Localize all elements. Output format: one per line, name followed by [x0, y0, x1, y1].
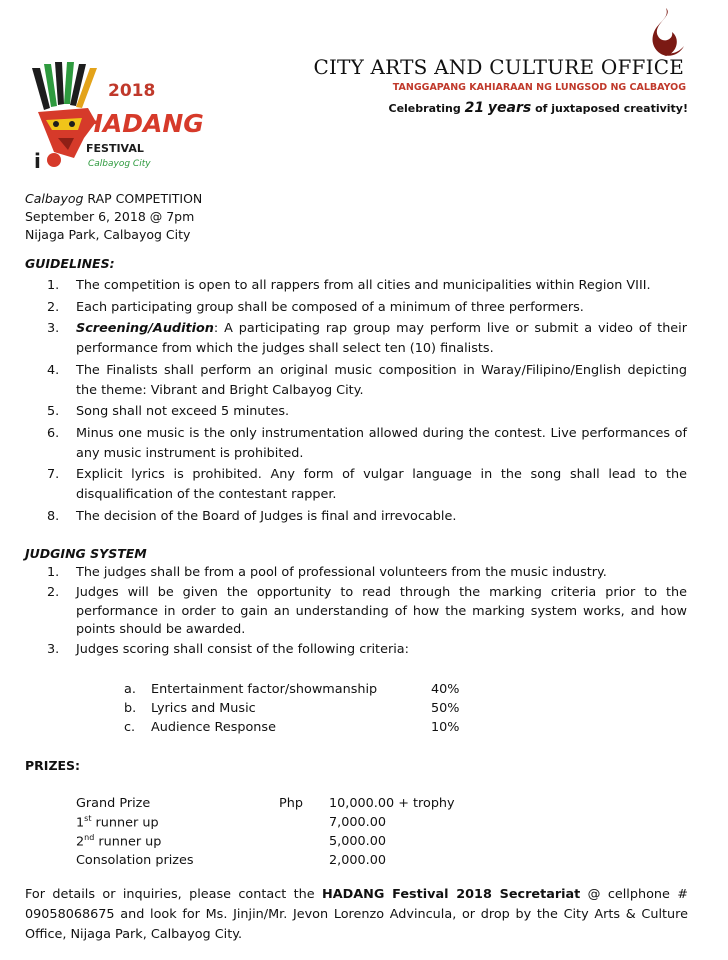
item-text: The competition is open to all rappers from all cities and municipalities within Region VIII. — [76, 278, 651, 293]
item-number: 4. — [47, 362, 60, 378]
guideline-item — [25, 402, 687, 422]
judging-list — [25, 564, 687, 661]
prize-name — [76, 832, 279, 851]
item-number: 3. — [47, 642, 60, 657]
event-title-name: RAP COMPETITION — [87, 191, 203, 206]
tagline-years: years — [487, 100, 532, 116]
prize-amount: 7,000.00 — [329, 815, 386, 830]
prize-name: Grand Prize — [76, 796, 151, 811]
item-number: 8. — [47, 508, 60, 524]
item-number: 2. — [47, 585, 60, 600]
criteria-letter: b. — [124, 701, 137, 716]
item-text: Judges scoring shall consist of the following criteria: — [76, 642, 409, 657]
criteria-name: Lyrics and Music — [151, 701, 256, 716]
prize-ordinal: 2 — [76, 834, 85, 850]
prize-ordinal-suffix: st — [84, 814, 92, 824]
guidelines-heading: GUIDELINES: — [25, 256, 115, 271]
criteria-name: Entertainment factor/showmanship — [151, 682, 378, 697]
prize-row — [76, 794, 455, 813]
item-text: Explicit lyrics is prohibited. Any form of vulgar language in the song shall lead to the disqualification of the contestant rapper. — [76, 467, 687, 502]
event-info — [25, 190, 202, 244]
judging-item — [25, 564, 687, 583]
prize-name: Consolation prizes — [76, 853, 194, 868]
item-text: Song shall not exceed 5 minutes. — [76, 404, 290, 419]
logo-year: 2018 — [108, 81, 156, 101]
prize-amount: 5,000.00 — [329, 834, 386, 849]
criteria-row — [124, 680, 471, 699]
criteria-letter: a. — [124, 682, 136, 697]
item-number: 2. — [47, 299, 60, 315]
event-venue: Nijaga Park, Calbayog City — [25, 227, 191, 242]
arts-office-flame-logo — [644, 6, 688, 60]
guideline-item — [25, 361, 687, 401]
logo-festival: FESTIVAL — [86, 142, 144, 155]
logo-mark: i — [34, 149, 41, 173]
criteria-letter: c. — [124, 720, 136, 735]
guidelines-list — [25, 276, 687, 528]
guideline-item — [25, 276, 687, 296]
item-number: 3. — [47, 321, 60, 336]
item-text: Judges will be given the opportunity to read through the marking criteria prior to the performance in order to gain an understanding of how the marking system works, and how points should be awarded. — [76, 585, 687, 637]
judging-item — [25, 641, 687, 660]
criteria-percent: 50% — [431, 701, 460, 716]
item-number: 1. — [47, 565, 60, 580]
hadang-festival-logo — [24, 60, 204, 178]
item-number: 1. — [47, 278, 60, 293]
prize-row — [76, 813, 455, 832]
office-tagline — [389, 100, 689, 116]
contact-post: @ cellphone # 09058068675 and look for Ms. Jinjin/Mr. Jevon Lorenzo Advincula, or drop by the City Arts & Culture Office, Nijaga Park, Calbayog City. — [25, 887, 688, 942]
event-title — [25, 190, 202, 208]
event-date: September 6, 2018 @ 7pm — [25, 209, 195, 224]
judging-heading: JUDGING SYSTEM — [25, 546, 147, 561]
item-text: The decision of the Board of Judges is final and irrevocable. — [76, 508, 457, 524]
event-title-city: Calbayog — [25, 191, 84, 206]
item-text: The judges shall be from a pool of professional volunteers from the music industry. — [76, 565, 607, 580]
prize-name — [76, 813, 279, 832]
prize-row — [76, 851, 455, 870]
guideline-item — [25, 507, 687, 527]
logo-city: Calbayog City — [88, 159, 151, 169]
item-number: 6. — [47, 425, 60, 441]
prize-label: runner up — [91, 815, 159, 831]
item-text: Minus one music is the only instrumentation allowed during the contest. Live performances of any music instrument is prohibited. — [76, 425, 687, 461]
item-number: 5. — [47, 404, 60, 419]
prize-label: runner up — [94, 834, 162, 850]
prize-row — [76, 832, 455, 851]
guideline-item — [25, 424, 687, 464]
prize-ordinal: 1 — [76, 815, 85, 831]
prizes-table — [76, 794, 455, 870]
judging-item — [25, 584, 687, 640]
guideline-item — [25, 298, 687, 318]
logo-name: HADANG — [82, 109, 204, 138]
criteria-table — [124, 680, 471, 737]
contact-secretariat: HADANG Festival 2018 Secretariat — [322, 887, 581, 902]
criteria-percent: 40% — [431, 682, 460, 697]
criteria-name: Audience Response — [151, 720, 276, 735]
prize-amount: 10,000.00 + trophy — [329, 796, 455, 811]
office-subtitle: TANGGAPANG KAHIARAAN NG LUNGSOD NG CALBAYOG — [392, 82, 686, 93]
contact-paragraph — [25, 885, 688, 945]
item-number: 7. — [47, 467, 60, 482]
prize-amount: 2,000.00 — [329, 853, 386, 868]
tagline-post: of juxtaposed creativity! — [535, 102, 688, 115]
guideline-item — [25, 465, 687, 505]
contact-pre: For details or inquiries, please contact the — [25, 887, 322, 902]
prizes-heading: PRIZES: — [25, 758, 81, 773]
criteria-row — [124, 718, 471, 737]
tagline-pre: Celebrating — [388, 102, 461, 115]
item-text: The Finalists shall perform an original music composition in Waray/Filipino/English depicting the theme: Vibrant and Bright Calbayog City. — [76, 362, 687, 398]
tagline-number: 21 — [464, 100, 485, 116]
guideline-item — [25, 319, 687, 359]
criteria-percent: 10% — [431, 720, 460, 735]
prize-currency: Php — [279, 796, 303, 811]
prize-ordinal-suffix: nd — [84, 833, 95, 843]
item-text: : A participating rap group may perform live or submit a video of their performance from which the judges shall select ten (10) finalists. — [76, 321, 687, 356]
office-title: CITY ARTS AND CULTURE OFFICE — [313, 55, 684, 79]
item-emphasis: Screening/Audition — [76, 321, 214, 336]
criteria-row — [124, 699, 471, 718]
item-text: Each participating group shall be composed of a minimum of three performers. — [76, 299, 584, 315]
